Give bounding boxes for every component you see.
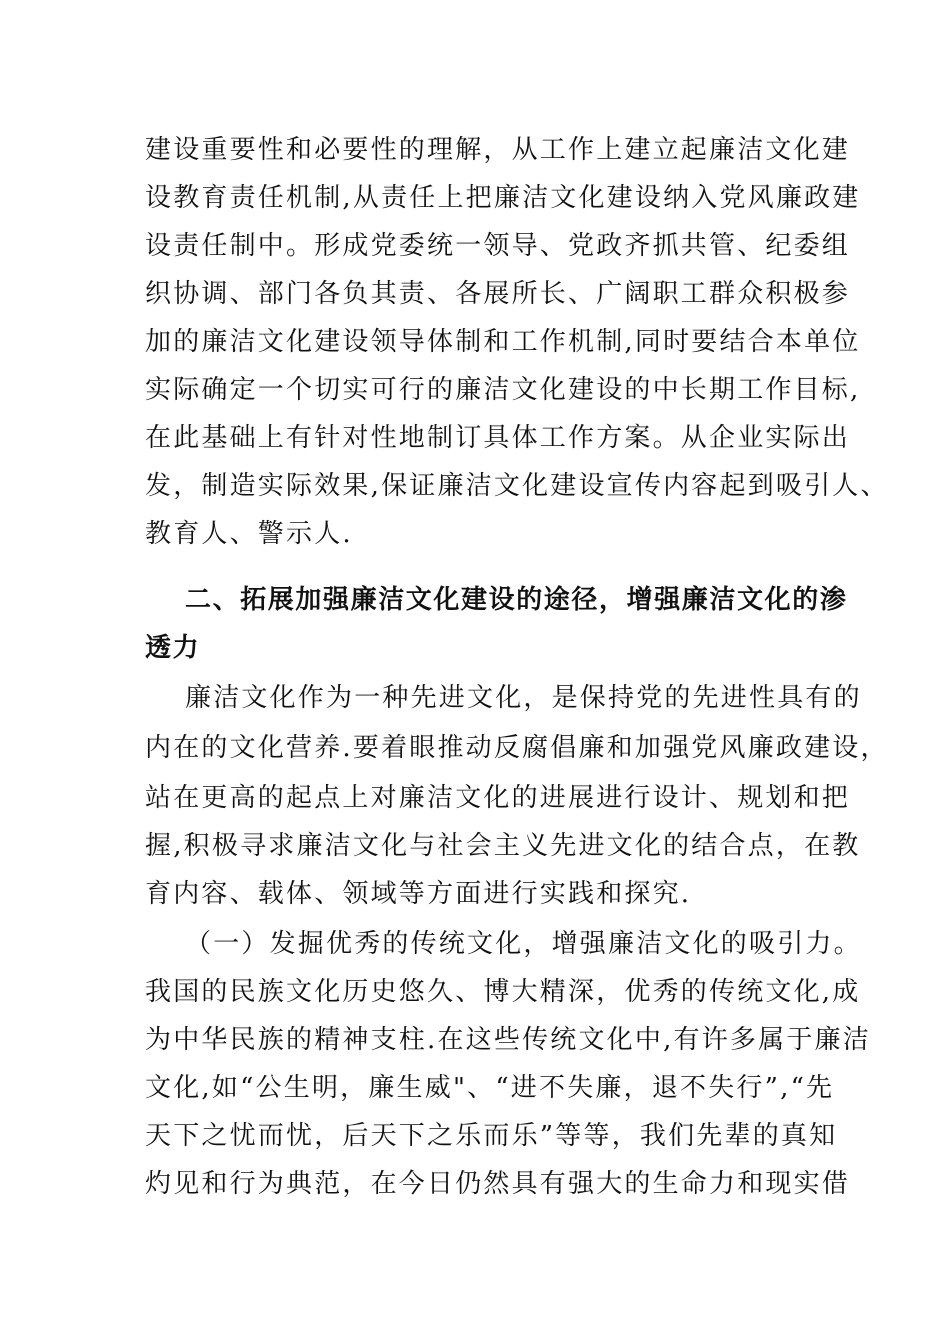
text-line: 设教育责任机制,从责任上把廉洁文化建设纳入党风廉政建 xyxy=(145,183,861,213)
text-line: 建设重要性和必要性的理解，从工作上建立起廉洁文化建 xyxy=(145,135,851,165)
text-line: 灼见和行为典范，在今日仍然具有强大的生命力和现实借 xyxy=(145,1169,851,1199)
subsection-heading-line: （一）发掘优秀的传统文化，增强廉洁文化的吸引力。 xyxy=(185,929,862,959)
text-line: 育内容、载体、领域等方面进行实践和探究. xyxy=(145,879,692,909)
text-line: 发，制造实际效果,保证廉洁文化建设宣传内容起到吸引人、 xyxy=(145,471,889,501)
text-line: 天下之忧而忧，后天下之乐而乐”等等，我们先辈的真知 xyxy=(145,1121,838,1151)
text-line: 握,积极寻求廉洁文化与社会主义先进文化的结合点，在教 xyxy=(145,831,861,861)
text-line: 织协调、部门各负其责、各展所长、广阔职工群众积极参 xyxy=(145,279,851,309)
text-line: 我国的民族文化历史悠久、博大精深，优秀的传统文化,成 xyxy=(145,977,861,1007)
heading-line: 透力 xyxy=(145,633,201,663)
text-line: 文化,如“公生明，廉生威"、“进不失廉，退不失行”,“先 xyxy=(145,1073,835,1103)
text-line: 廉洁文化作为一种先进文化，是保持党的先进性具有的 xyxy=(185,683,862,713)
text-line: 设责任制中。形成党委统一领导、党政齐抓共管、纪委组 xyxy=(145,231,851,261)
text-line: 教育人、警示人. xyxy=(145,519,353,549)
text-line: 实际确定一个切实可行的廉洁文化建设的中长期工作目标, xyxy=(145,375,861,405)
text-line: 加的廉洁文化建设领导体制和工作机制,同时要结合本单位 xyxy=(145,327,861,357)
heading-line: 二、拓展加强廉洁文化建设的途径，增强廉洁文化的渗 xyxy=(185,585,848,615)
text-line: 内在的文化营养.要着眼推动反腐倡廉和加强党风廉政建设， xyxy=(145,733,889,763)
text-line: 为中华民族的精神支柱.在这些传统文化中,有许多属于廉洁 xyxy=(145,1025,871,1055)
text-line: 站在更高的起点上对廉洁文化的进展进行设计、规划和把 xyxy=(145,783,851,813)
text-line: 在此基础上有针对性地制订具体工作方案。从企业实际出 xyxy=(145,423,851,453)
